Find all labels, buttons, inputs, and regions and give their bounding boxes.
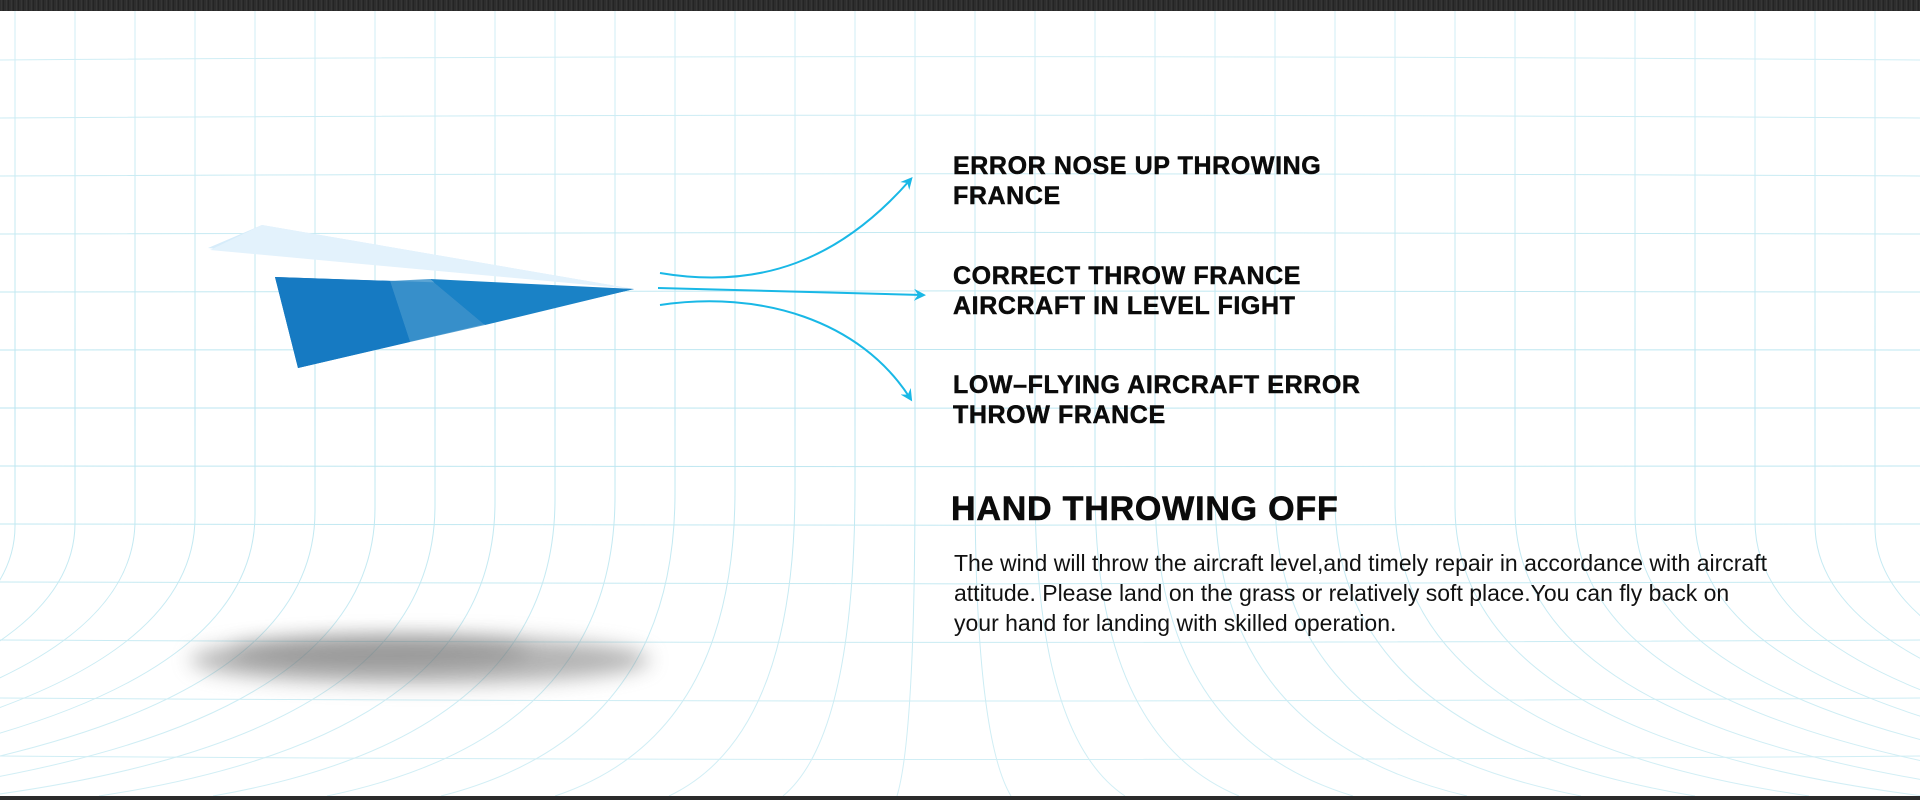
bottom-divider — [0, 796, 1920, 800]
outcome-level-flight: CORRECT THROW FRANCE AIRCRAFT IN LEVEL FIGHT — [953, 262, 1302, 320]
section-title: HAND THROWING OFF — [951, 490, 1339, 528]
section-description: The wind will throw the aircraft level,and timely repair in accordance with aircraft attitude. Please land on the grass or relatively soft place.You can fly back on your hand for landing with skilled operation. — [954, 550, 1767, 636]
outcome-low-flying: LOW–FLYING AIRCRAFT ERROR THROW FRANCE — [953, 371, 1361, 429]
outcome-nose-up: ERROR NOSE UP THROWING FRANCE — [953, 152, 1322, 210]
plane-shadow-core — [230, 636, 530, 668]
